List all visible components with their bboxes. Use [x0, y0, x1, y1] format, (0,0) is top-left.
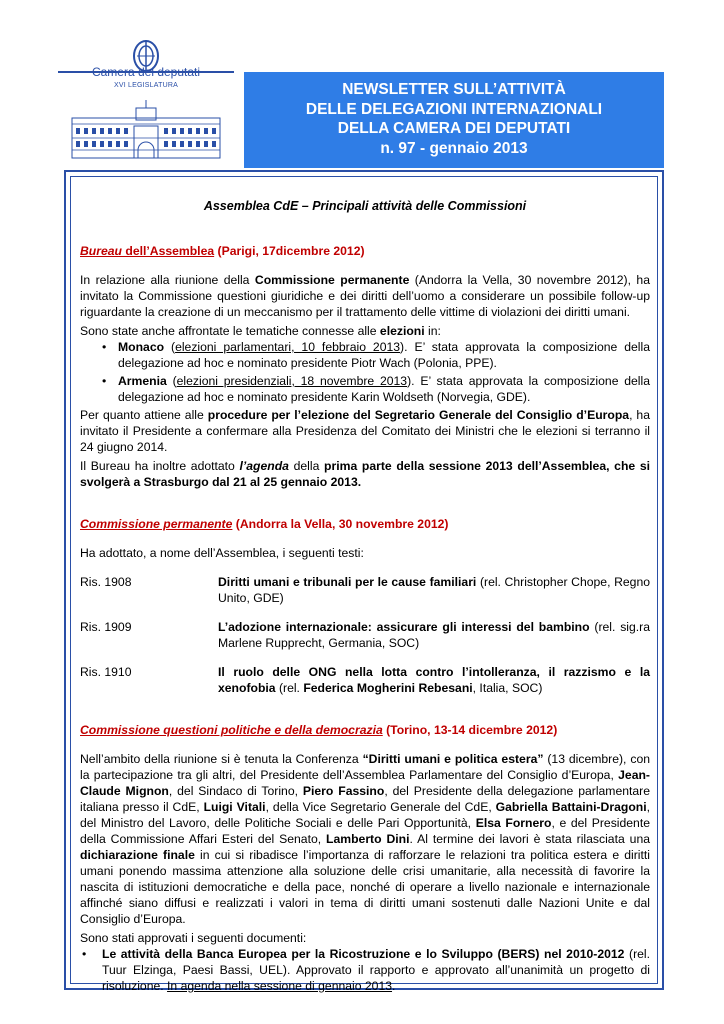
bureau-paragraph-4: Il Bureau ha inoltre adottato l’agenda della prima parte della sessione 2013 dell’Assemblea, che si svolgerà a Strasburgo dal 21 al 25 gennaio 2013. [80, 459, 650, 489]
politics-heading-date: (Torino, 13-14 dicembre 2012) [382, 723, 558, 737]
resolution-text: Diritti umani e tribunali per le cause familiari (rel. Christopher Chope, Regno Unito, GDE) [218, 575, 651, 605]
resolution-row [80, 664, 650, 696]
logo-divider [58, 71, 234, 73]
bureau-paragraph-3: Per quanto attiene alle procedure per l’elezione del Segretario Generale del Consiglio d’Europa, ha invitato il Presidente a confermare alla Presidenza del Comitato dei Ministri che le elezioni si terranno il 24 giugno 2014. [80, 408, 650, 454]
newsletter-header [244, 72, 664, 168]
list-item: • Armenia (elezioni presidenziali, 18 novembre 2013). E’ stata approvata la composizione della delegazione ad hoc e nominato presidente Karin Woldseth (Norvegia, GDE). [102, 374, 650, 404]
bureau-heading-date: (Parigi, 17dicembre 2012) [214, 244, 365, 258]
bullet-icon: • [82, 947, 87, 961]
documents-list [80, 946, 650, 994]
list-item: • Monaco (elezioni parlamentari, 10 febbraio 2013). E’ stata approvata la composizione della delegazione ad hoc e nominato presidente Piotr Wach (Polonia, PPE). [102, 340, 650, 370]
resolution-text: L’adozione internazionale: assicurare gli interessi del bambino (rel. sig.ra Marlene Rupprecht, Germania, SOC) [218, 620, 650, 650]
bureau-heading [80, 243, 650, 259]
section-title: Assemblea CdE – Principali attività delle Commissioni [203, 199, 527, 213]
politics-paragraph: Nell’ambito della riunione si è tenuta la Conferenza “Diritti umani e politica estera” (13 dicembre), con la partecipazione tra gli altri, del Presidente dell’Assemblea Parlamentare del Consiglio d’Europa, Jean-Claude Mignon, del Sindaco di Torino, Piero Fassino, del Presidente della delegazione parlamentare italiana presso il CdE, Luigi Vitali, della Vice Segretario Generale del CdE, Gabriella Battaini-Dragoni, del Ministro del Lavoro, delle Politiche Sociali e delle Pari Opportunità, Elsa Fornero, e del Presidente della Commissione Affari Esteri del Senato, Lamberto Dini. Al termine dei lavori è stata rilasciata una dichiarazione finale in cui si ribadisce l’importanza di rafforzare le relazioni tra politica estera e diritti umani ponendo massima attenzione alla soluzione delle crisi umanitarie, alla necessità di favorire la nascita di istituzioni democratiche e della pace, nonché di operare a livello nazionale e internazionale affinché siano diffusi e realizzati i valori in tema di diritti umani sostenuti dalle Nazioni Unite e dal Consiglio d’Europa. [80, 752, 651, 926]
content-body [80, 198, 650, 996]
bureau-heading-assembly: dell’Assemblea [122, 244, 215, 258]
issue-number: n. 97 - gennaio 2013 [380, 139, 528, 157]
politics-approved: Sono stati approvati i seguenti documenti: [80, 931, 307, 945]
politics-heading-name: Commissione questioni politiche e della democrazia [80, 723, 383, 737]
palace-icon [70, 100, 222, 160]
bureau-heading-bureau: Bureau [80, 244, 122, 258]
bureau-paragraph-2: Sono state anche affrontate le tematiche connesse alle elezioni in: [80, 324, 441, 338]
list-item: • Le attività della Banca Europea per la Ricostruzione e lo Sviluppo (BERS) nel 2010-2012 (rel. Tuur Elzinga, Paesi Bassi, UEL). Approvato il rapporto e approvato all’unanimità un progetto di risoluzione. In agenda nella sessione di gennaio 2013. [82, 947, 650, 993]
resolution-number: Ris. 1910 [80, 665, 132, 679]
resolution-text: Il ruolo delle ONG nella lotta contro l’intolleranza, il razzismo e la xenofobia (rel. Federica Mogherini Rebesani, Italia, SOC) [218, 665, 650, 695]
bullet-icon: • [102, 374, 107, 388]
politics-heading [80, 722, 650, 738]
resolution-row [80, 574, 650, 606]
bureau-paragraph-1: In relazione alla riunione della Commissione permanente (Andorra la Vella, 30 novembre 2012), ha invitato la Commissione questioni giuridiche e dei diritti dell’uomo a considerare un possibile follow-up riguardante la creazione di un meccanismo per il trattamento delle vittime di violazioni dei diritti umani. [80, 273, 650, 319]
resolution-number: Ris. 1909 [80, 620, 132, 634]
chamber-logo [58, 38, 234, 166]
perm-heading [80, 516, 650, 532]
perm-heading-name: Commissione permanente [80, 517, 233, 531]
perm-intro: Ha adottato, a nome dell’Assemblea, i seguenti testi: [80, 546, 364, 560]
title-line-2: DELLE DELEGAZIONI INTERNAZIONALI [305, 100, 603, 118]
newsletter-title [244, 80, 664, 158]
resolution-number: Ris. 1908 [80, 575, 132, 589]
title-line-1: NEWSLETTER SULL’ATTIVITÀ [342, 81, 566, 98]
resolution-row [80, 619, 650, 651]
bullet-icon: • [102, 340, 107, 354]
legislature-label: XVI LEGISLATURA [114, 82, 178, 89]
perm-heading-date: (Andorra la Vella, 30 novembre 2012) [232, 517, 449, 531]
title-line-3: DELLA CAMERA DEI DEPUTATI [337, 120, 571, 137]
elections-list [80, 339, 650, 405]
